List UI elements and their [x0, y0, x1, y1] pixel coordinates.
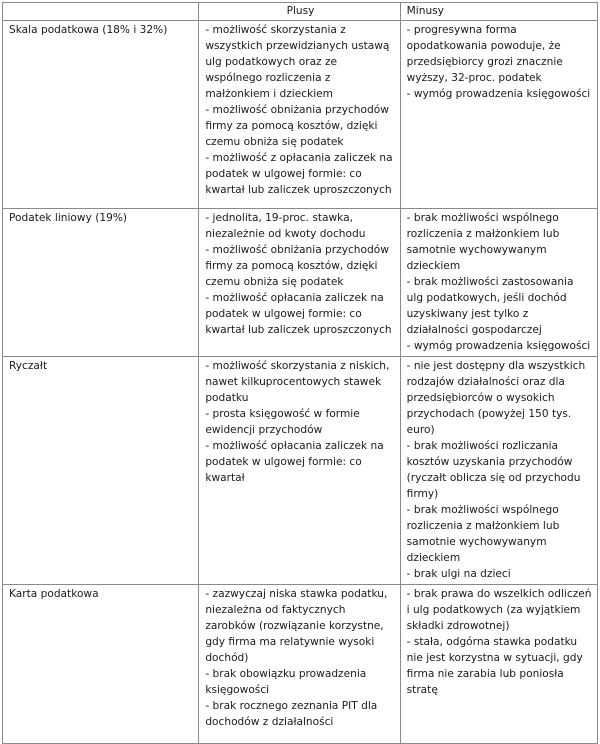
plus-list	[205, 22, 395, 198]
list-item: - możliwość skorzystania z niskich, nawet kilkuprocentowych stawek podatku	[205, 360, 390, 404]
list-item: - jednolita, 19-proc. stawka, niezależnie od kwoty dochodu	[205, 212, 366, 240]
plus-list	[205, 586, 395, 730]
list-item: - możliwość z opłacania zaliczek na podatek w ulgowej formie: co kwartał lub zaliczek uproszczonych	[205, 152, 393, 196]
list-item: - brak ulgi na dzieci	[406, 568, 511, 580]
list-item: - brak możliwości wspólnego rozliczenia z małżonkiem lub samotnie wychowywanym dzieckiem	[406, 212, 560, 272]
list-item: - możliwość obniżania przychodów firmy za pomocą kosztów, dzięki czemu obniża się podatek	[205, 244, 389, 288]
table-row	[3, 21, 598, 209]
list-item: - możliwość skorzystania z wszystkich przewidzianych ustawą ulg podatkowych oraz ze wspólnego rozliczenia z małżonkiem i dzieckiem	[205, 24, 390, 100]
table-row	[3, 209, 598, 357]
list-item: - brak możliwości wspólnego rozliczenia z małżonkiem lub samotnie wychowywanym dzieckiem	[406, 504, 560, 564]
row-label-skala: Skala podatkowa (18% i 32%)	[3, 21, 199, 209]
plus-cell	[199, 357, 400, 585]
plus-cell	[199, 21, 400, 209]
list-item: - zazwyczaj niska stawka podatku, niezależna od faktycznych zarobków (rozwiązanie korzystne, gdy firma ma relatywnie wysoki dochód)	[205, 588, 388, 664]
list-item: - prosta księgowość w formie ewidencji przychodów	[205, 408, 360, 436]
list-item: - nie jest dostępny dla wszystkich rodzajów działalności oraz dla przedsiębiorców o wysokich przychodach (powyżej 150 tys. euro)	[406, 360, 586, 436]
header-cell-plusy: Plusy	[199, 3, 400, 21]
plus-list	[205, 210, 395, 338]
list-item: - brak rocznego zeznania PIT dla dochodów z działalności	[205, 700, 378, 728]
row-label-ryczalt: Ryczałt	[3, 357, 199, 585]
list-item: - brak obowiązku prowadzenia księgowości	[205, 668, 367, 696]
minus-list	[407, 358, 593, 582]
minus-list	[407, 22, 593, 102]
list-item: - stała, odgórna stawka podatku nie jest korzystna w sytuacji, gdy firma nie zarabia lub poniosła stratę	[406, 636, 583, 696]
row-label-karta: Karta podatkowa	[3, 585, 199, 744]
list-item: - możliwość opłacania zaliczek na podatek w ulgowej formie: co kwartał lub zaliczek uproszczonych	[205, 292, 392, 336]
list-item: - możliwość obniżania przychodów firmy za pomocą kosztów, dzięki czemu obniża się podatek	[205, 104, 389, 148]
plus-cell	[199, 585, 400, 744]
minus-list	[407, 586, 593, 698]
minus-cell	[400, 209, 597, 357]
list-item: - brak prawa do wszelkich odliczeń i ulg podatkowych (za wyjątkiem składki zdrowotnej)	[406, 588, 592, 632]
list-item: - brak możliwości rozliczania kosztów uzyskania przychodów (ryczałt oblicza się od przychodu firmy)	[406, 440, 581, 500]
table-header-row	[3, 3, 598, 21]
minus-list	[407, 210, 593, 354]
list-item: - możliwość opłacania zaliczek na podatek w ulgowej formie: co kwartał	[205, 440, 384, 484]
plus-cell	[199, 209, 400, 357]
minus-cell	[400, 21, 597, 209]
table-row	[3, 585, 598, 744]
header-cell-form	[3, 3, 199, 21]
tax-comparison-table	[2, 2, 598, 744]
minus-cell	[400, 357, 597, 585]
list-item: - brak możliwości zastosowania ulg podatkowych, jeśli dochód uzyskiwany jest tylko z działalności gospodarczej	[406, 276, 574, 336]
list-item: - wymóg prowadzenia księgowości	[406, 88, 591, 100]
plus-list	[205, 358, 395, 486]
list-item: - progresywna forma opodatkowania powoduje, że przedsiębiorcy grozi znacznie wyższy, 32-proc. podatek	[406, 24, 563, 84]
list-item: - wymóg prowadzenia księgowości	[406, 340, 591, 352]
header-cell-minusy: Minusy	[400, 3, 597, 21]
minus-cell	[400, 585, 597, 744]
table-row	[3, 357, 598, 585]
row-label-liniowy: Podatek liniowy (19%)	[3, 209, 199, 357]
